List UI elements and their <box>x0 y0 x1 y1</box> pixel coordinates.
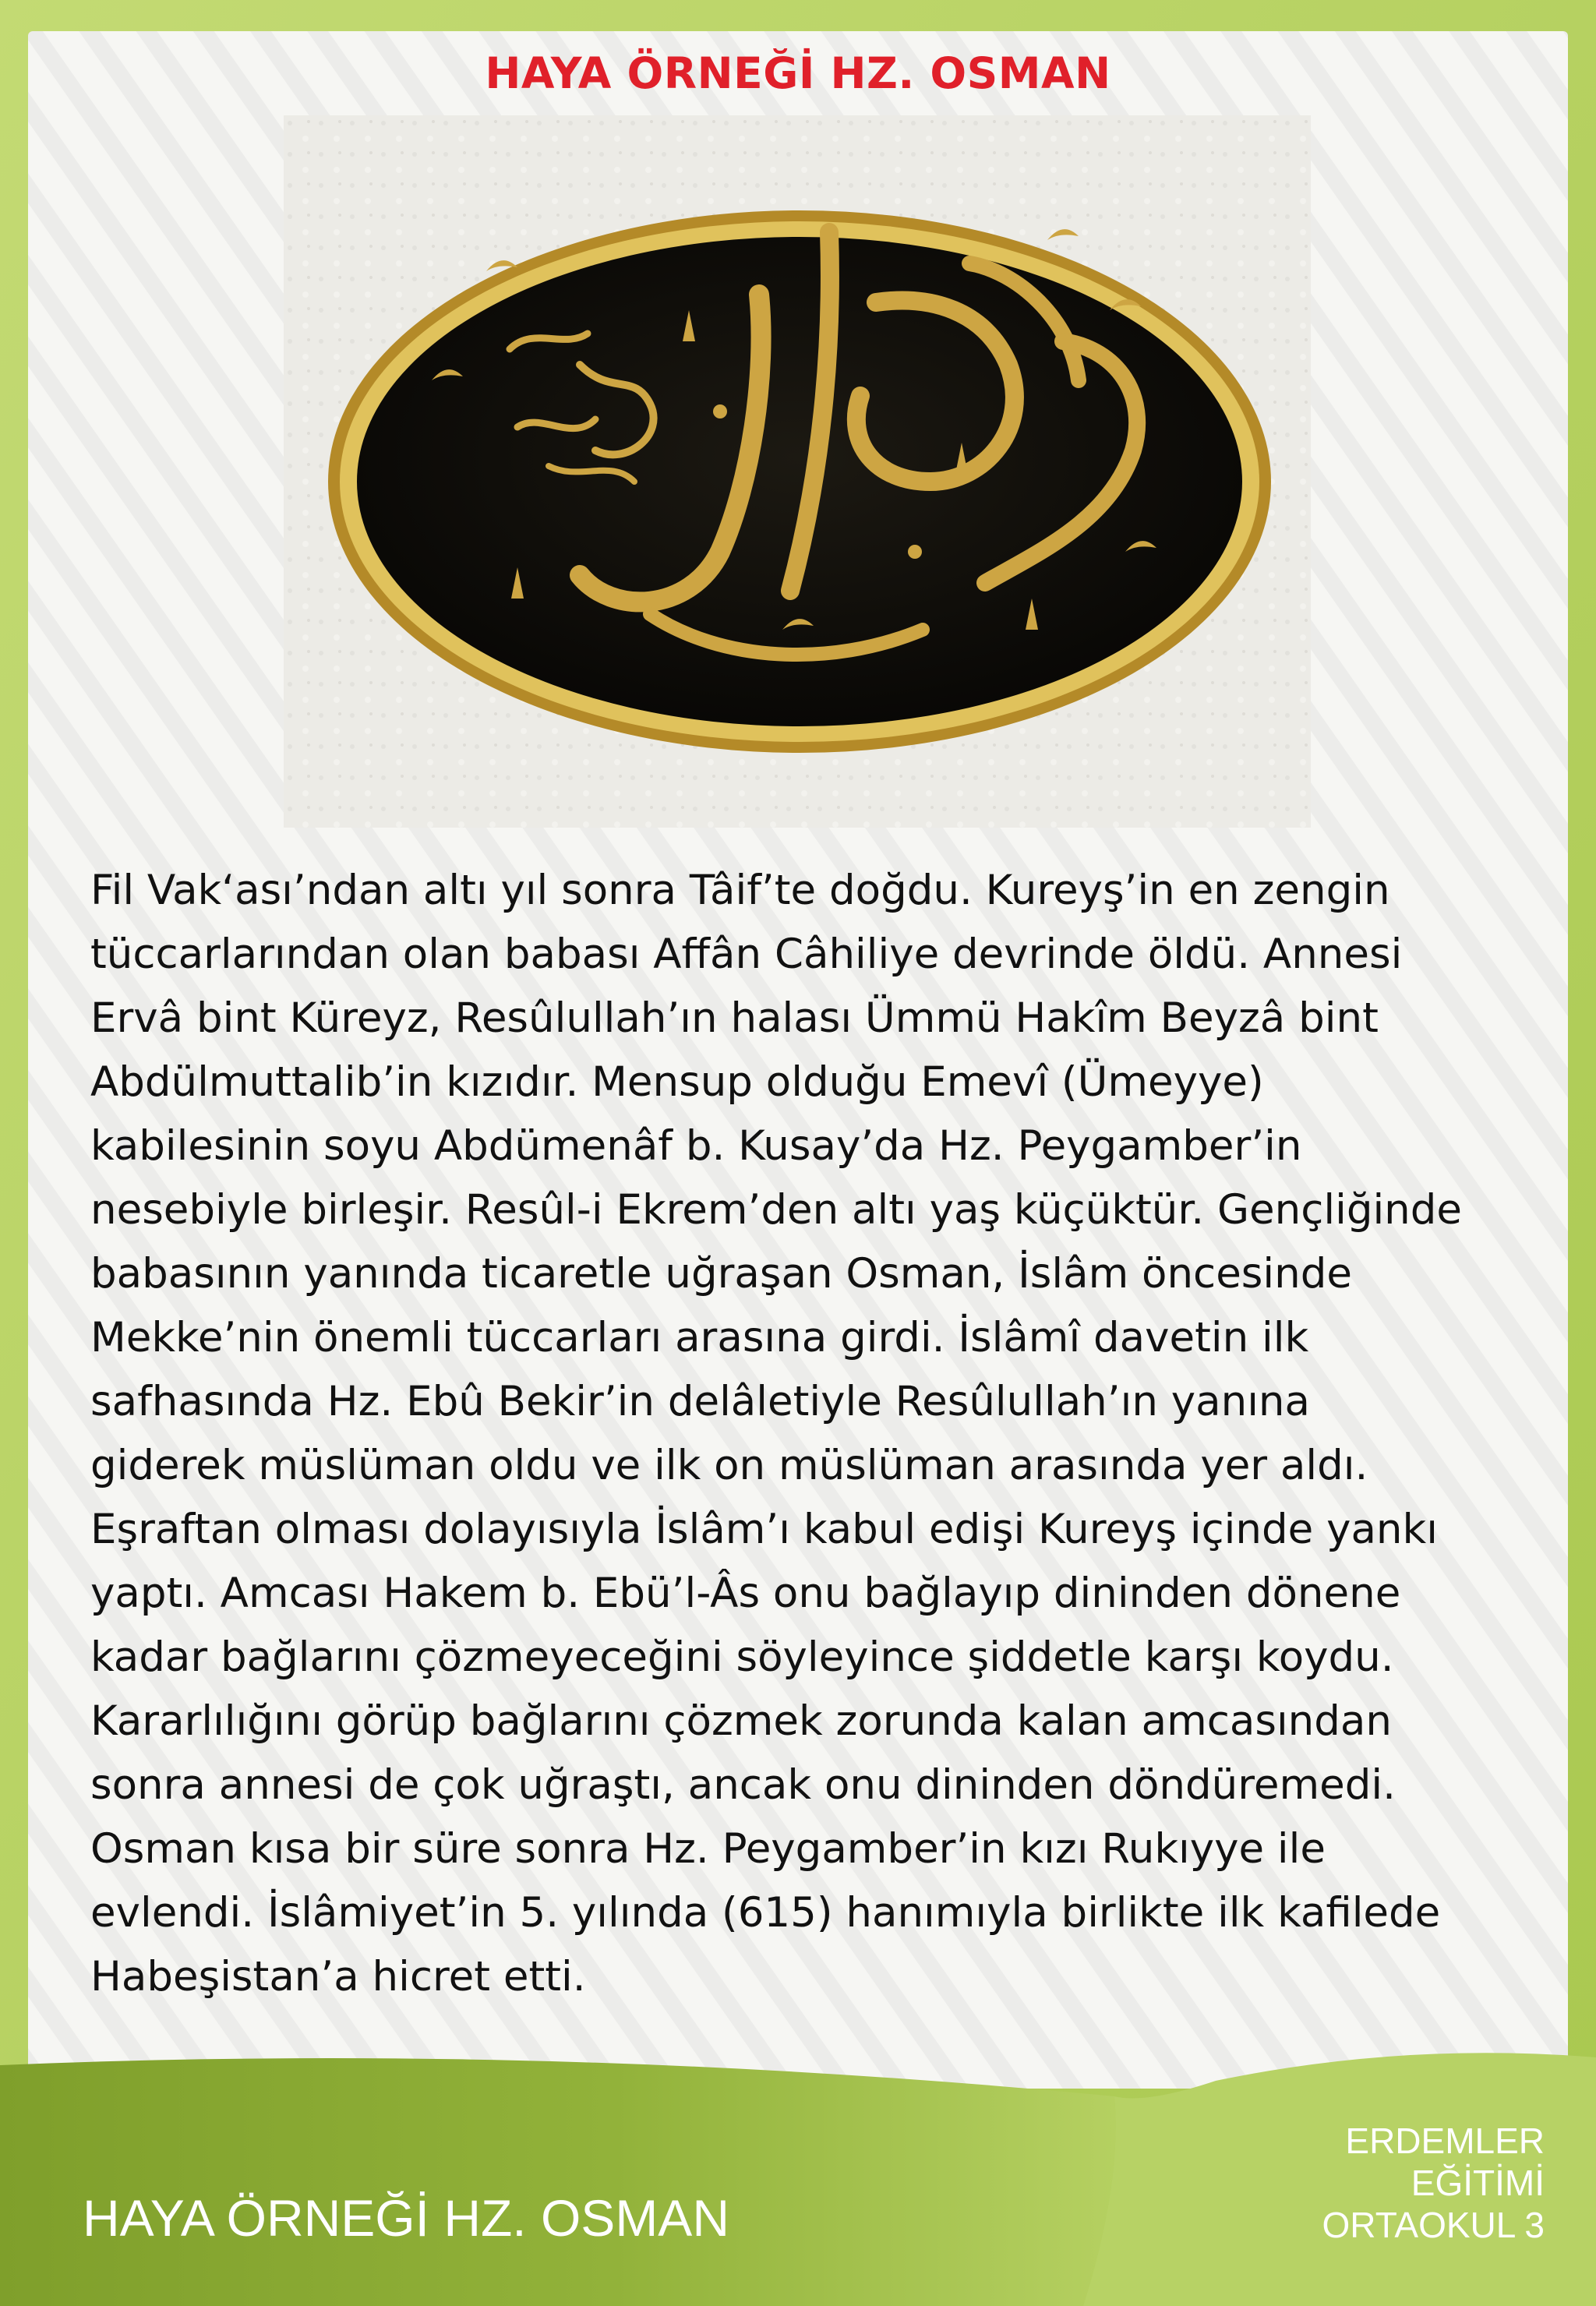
calligraphy-medallion-icon <box>284 115 1311 828</box>
text-line: Fil Vak‘ası’ndan altı yıl sonra Tâif’te doğdu. Kureyş’in en zengin <box>90 867 1390 914</box>
text-line: Kararlılığını görüp bağlarını çözmek zorunda kalan amcasından <box>90 1697 1392 1745</box>
text-line: sonra annesi de çok uğraştı, ancak onu dininden döndüremedi. <box>90 1761 1396 1809</box>
calligraphy-image <box>284 115 1311 828</box>
text-line: Mekke’nin önemli tüccarları arasına girdi. İslâmî davetin ilk <box>90 1314 1309 1361</box>
text-line: Ervâ bint Küreyz, Resûlullah’ın halası Ümmü Hakîm Beyzâ bint <box>90 994 1379 1042</box>
text-line: tüccarlarından olan babası Affân Câhiliye devrinde öldü. Annesi <box>90 931 1403 978</box>
footer-school-name <box>1217 2120 1545 2246</box>
text-line: nesebiyle birleşir. Resûl-i Ekrem’den altı yaş küçüktür. Gençliğinde <box>90 1186 1463 1234</box>
footer-title: HAYA ÖRNEĞİ HZ. OSMAN <box>83 2189 729 2247</box>
text-line: yaptı. Amcası Hakem b. Ebü’l-Âs onu bağlayıp dininden dönene <box>90 1570 1401 1617</box>
footer-school-line: ERDEMLER <box>1345 2121 1545 2161</box>
text-line: Habeşistan’a hicret etti. <box>90 1953 586 2001</box>
text-line: Osman kısa bir süre sonra Hz. Peygamber’in kızı Rukıyye ile <box>90 1825 1326 1873</box>
footer-school-line: EĞİTİMİ <box>1411 2163 1545 2203</box>
page-title: HAYA ÖRNEĞİ HZ. OSMAN <box>485 48 1111 98</box>
text-line: kadar bağlarını çözmeyeceğini söyleyince şiddetle karşı koydu. <box>90 1633 1394 1681</box>
text-line: Abdülmuttalib’in kızıdır. Mensup olduğu Emevî (Ümeyye) <box>90 1058 1264 1106</box>
text-line: babasının yanında ticaretle uğraşan Osman, İslâm öncesinde <box>90 1250 1352 1298</box>
text-line: safhasında Hz. Ebû Bekir’in delâletiyle Resûlullah’ın yanına <box>90 1378 1311 1425</box>
text-line: Eşraftan olması dolayısıyla İslâm’ı kabul edişi Kureyş içinde yankı <box>90 1506 1438 1553</box>
footer-band <box>0 2058 1116 2306</box>
text-line: giderek müslüman oldu ve ilk on müslüman arasında yer aldı. <box>90 1442 1368 1489</box>
biography-text <box>90 859 1517 2009</box>
footer-school-line: ORTAOKUL 3 <box>1322 2205 1545 2245</box>
text-line: evlendi. İslâmiyet’in 5. yılında (615) hanımıyla birlikte ilk kafilede <box>90 1889 1441 1937</box>
text-line: kabilesinin soyu Abdümenâf b. Kusay’da Hz. Peygamber’in <box>90 1122 1302 1170</box>
